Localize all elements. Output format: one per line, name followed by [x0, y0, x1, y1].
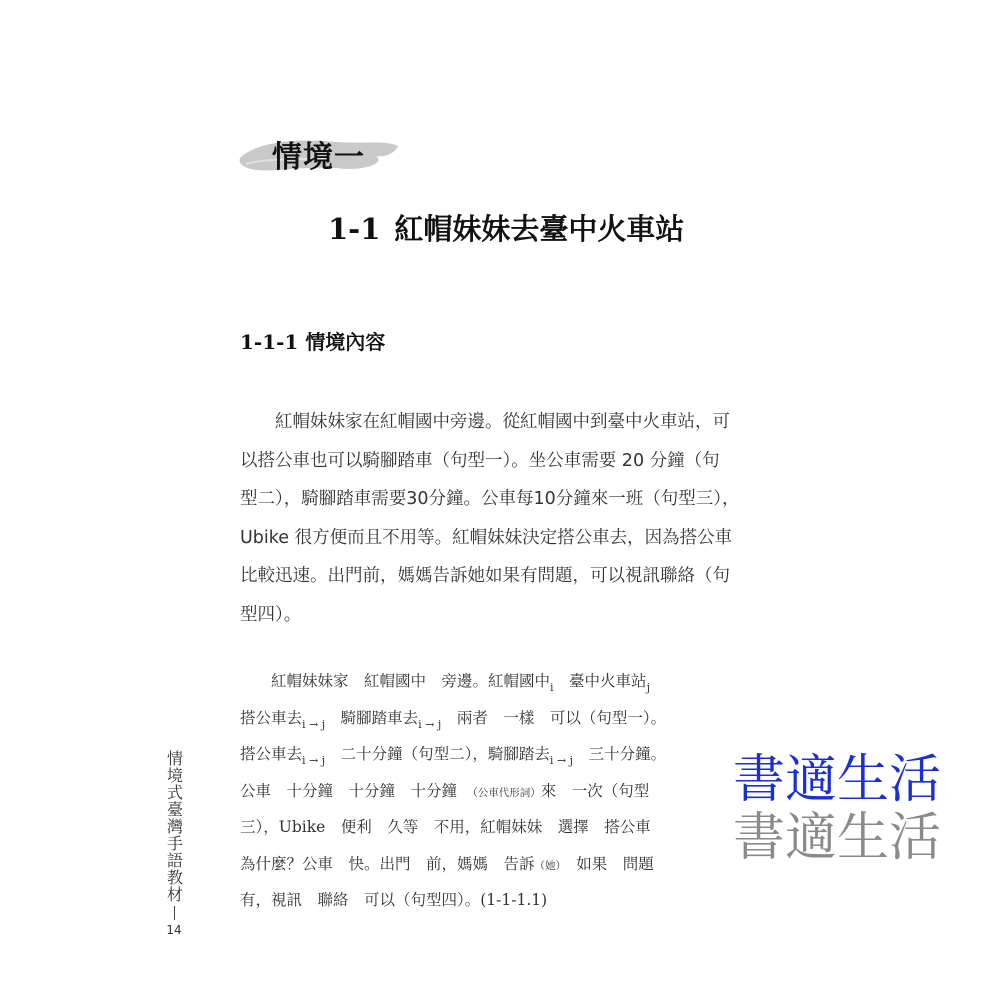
gloss-annotation: （她） — [534, 859, 561, 872]
sidebar-divider — [174, 906, 175, 920]
gloss-subscript: i → j — [302, 717, 326, 731]
chapter-label: 情境一 — [272, 140, 365, 175]
subsection-title: 1-1-1 情境內容 — [240, 330, 386, 354]
gloss-subscript: i → j — [302, 754, 326, 767]
page-number: 14 — [166, 923, 182, 937]
gloss-line: 有，視訊 聯絡 可以（句型四）。(1-1-1.1) — [240, 891, 548, 909]
running-sidebar — [160, 750, 188, 937]
watermark-gray: 書適生活 — [733, 808, 942, 868]
gloss-line — [240, 736, 760, 773]
gloss-text: 來 一次（句型 — [540, 781, 650, 800]
gloss-line — [240, 663, 760, 700]
watermark-blue: 書適生活 — [733, 750, 942, 810]
book-title: 情境式臺灣手語教材 — [164, 750, 184, 903]
paragraph-line: 以搭公車也可以騎腳踏車（句型一）。坐公車需要 20 分鐘（句 — [240, 450, 720, 471]
section-title-text: 紅帽妹妹去臺中火車站 — [394, 212, 685, 246]
gloss-text: 二十分鐘（句型二），騎腳踏去 — [325, 745, 550, 763]
gloss-text: 騎腳踏車去 — [325, 708, 419, 727]
gloss-text: 公車 十分鐘 十分鐘 十分鐘 — [240, 781, 473, 800]
gloss-text: 搭公車去 — [240, 708, 303, 727]
sign-gloss-paragraph — [240, 663, 760, 919]
gloss-text: 臺中火車站 — [553, 672, 647, 690]
gloss-text: 如果 問題 — [560, 854, 654, 873]
scenario-paragraph — [240, 403, 764, 634]
gloss-subscript: i — [550, 681, 554, 694]
chapter-heading — [236, 128, 402, 176]
section-title — [328, 207, 684, 248]
gloss-subscript: j — [646, 681, 650, 694]
gloss-line: 三），Ubike 便利 久等 不用，紅帽妹妹 選擇 搭公車 — [240, 818, 651, 836]
gloss-text: 兩者 一樣 可以（句型一）。 — [441, 708, 667, 727]
gloss-line — [240, 700, 760, 737]
gloss-text: 紅帽妹妹家 紅帽國中 旁邊。紅帽國中 — [240, 672, 551, 690]
gloss-subscript: i → j — [549, 754, 574, 767]
gloss-subscript: i → j — [418, 717, 442, 731]
gloss-text: 搭公車去 — [240, 745, 303, 763]
gloss-text: 三十分鐘。 — [573, 745, 667, 763]
gloss-annotation: （公車代形詞） — [472, 786, 541, 799]
gloss-text: 為什麼？公車 快。出門 前，媽媽 告訴 — [240, 854, 535, 873]
section-number: 1-1 — [328, 212, 381, 246]
paragraph-line: 型四）。 — [240, 604, 302, 625]
gloss-line — [240, 846, 760, 883]
paragraph-line: 比較迅速。出門前，媽媽告訴她如果有問題，可以視訊聯絡（句 — [240, 566, 730, 586]
paragraph-line: Ubike 很方便而且不用等。紅帽妹妹決定搭公車去，因為搭公車 — [240, 527, 733, 548]
paragraph-line: 紅帽妹妹家在紅帽國中旁邊。從紅帽國中到臺中火車站，可 — [240, 412, 730, 432]
paragraph-line: 型二），騎腳踏車需要30分鐘。公車每10分鐘來一班（句型三）， — [240, 489, 740, 509]
gloss-line — [240, 773, 760, 810]
